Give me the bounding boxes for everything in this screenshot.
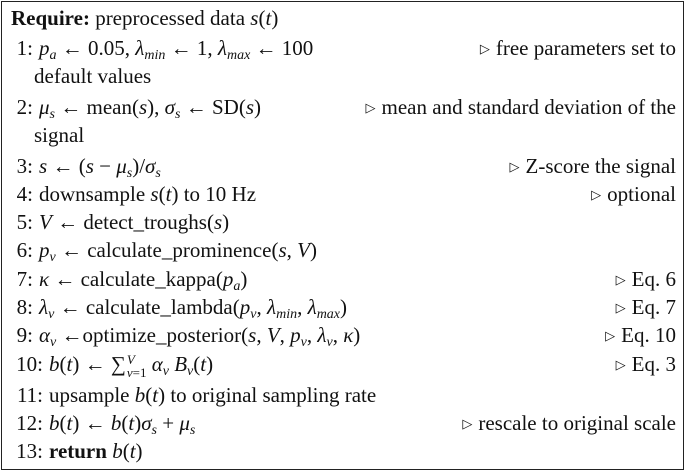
return-keyword: return — [49, 439, 107, 463]
algo-line-2: 2: $\mu_s$ ← mean(s), $\sigma_s$ ← SD(s) ▷ mean and standard deviation of the — [2, 91, 685, 124]
lambda-min-value: 1 — [196, 36, 208, 60]
algo-line-3: 3: s ← $(s - \mu_s)/\sigma_s$ ▷ Z-score the signal — [2, 150, 685, 183]
line-number: 2: — [16, 95, 33, 119]
comment-triangle-icon: ▷ — [365, 100, 376, 115]
line-number: 10: — [16, 352, 43, 376]
algo-line-4: 4: downsample s(t) to 10 Hz ▷ optional — [2, 178, 685, 211]
line-number: 7: — [16, 267, 33, 291]
line-comment: free parameters set to — [495, 36, 676, 60]
line-comment: Eq. 3 — [631, 352, 676, 376]
function-name: calculate_lambda — [85, 295, 233, 319]
line-number: 6: — [16, 238, 33, 262]
line-text-2: to original sampling rate — [170, 383, 377, 407]
algo-line-6: 6: $p_\nu$ ← calculate_prominence(s, V) — [2, 234, 685, 267]
comment-triangle-icon: ▷ — [591, 187, 602, 202]
line-number: 9: — [16, 323, 33, 347]
line-number: 13: — [16, 439, 43, 463]
line-continuation: signal — [34, 123, 85, 147]
function-name: detect_troughs — [83, 210, 207, 234]
line-number: 4: — [16, 182, 33, 206]
comment-triangle-icon: ▷ — [615, 300, 626, 315]
algo-line-1-cont — [2, 60, 685, 93]
comment-triangle-icon: ▷ — [509, 159, 520, 174]
line-text: upsample — [49, 383, 130, 407]
line-comment: Eq. 6 — [631, 267, 676, 291]
algo-line-11: 11: upsample b(t) to original sampling rate — [2, 379, 685, 412]
algo-line-12: 12: b(t) ← $b(t)\sigma_s + \mu_s$ ▷ rescale to original scale — [2, 407, 685, 440]
algo-line-5: 5: V ← detect_troughs(s) — [2, 206, 685, 239]
algo-line-9: 9: $\alpha_\nu$ ←optimize_posterior(s, V, $p_\nu$, $\lambda_\nu$, κ) ▷ Eq. 10 — [2, 319, 685, 352]
comment-triangle-icon: ▷ — [479, 41, 490, 56]
line-text-2: to 10 Hz — [183, 182, 257, 206]
line-number: 11: — [16, 383, 43, 407]
function-name: optimize_posterior — [82, 323, 242, 347]
line-text: downsample — [39, 182, 146, 206]
require-keyword: Require: — [11, 6, 90, 30]
summation-symbol: ∑ — [110, 352, 126, 376]
comment-triangle-icon: ▷ — [615, 272, 626, 287]
comment-triangle-icon: ▷ — [615, 357, 626, 372]
line-comment: optional — [607, 182, 676, 206]
comment-triangle-icon: ▷ — [462, 416, 473, 431]
line-comment: Z-score the signal — [525, 154, 676, 178]
summation-limits: V ν=1 — [126, 352, 147, 381]
line-continuation: default values — [34, 64, 152, 88]
line-number: 8: — [16, 295, 33, 319]
line-number: 5: — [16, 210, 33, 234]
line-number: 3: — [16, 154, 33, 178]
lambda-max-value: 100 — [281, 36, 314, 60]
function-name: calculate_kappa — [80, 267, 216, 291]
algo-line-13: 13: return b(t) — [2, 435, 685, 468]
algo-line-2-cont — [2, 119, 685, 152]
algo-line-10: 10: b(t) ← ∑ V ν=1 $\alpha_\nu$ $B_\nu(t)$ ▷ Eq. 3 — [2, 348, 685, 381]
algo-line-8: 8: $\lambda_\nu$ ← $calculate\_lambda(p_\nu$, $\lambda_{min}$, $\lambda_{max}$) ▷ Eq. 7 — [2, 291, 685, 324]
p-a-value: 0.05 — [88, 36, 125, 60]
require-line: Require: preprocessed data s(t) — [11, 6, 279, 30]
algorithm-box — [1, 1, 684, 470]
mean-fn: mean — [86, 95, 132, 119]
sd-fn: SD — [211, 95, 239, 119]
algo-line-1: 1: $p_a$ ← 0.05, $\lambda_{min}$ ← 1, $\lambda_{max}$ ← 100 ▷ free parameters set to — [2, 32, 685, 65]
require-text: preprocessed data — [95, 6, 246, 30]
algo-line-7: 7: κ ← $calculate\_kappa(p_a)$ ▷ Eq. 6 — [2, 263, 685, 296]
line-number: 1: — [16, 36, 33, 60]
function-name: calculate_prominence — [87, 238, 272, 262]
line-comment: Eq. 10 — [621, 323, 676, 347]
line-number: 12: — [16, 411, 43, 435]
line-comment: mean and standard deviation of the — [381, 95, 676, 119]
line-comment: rescale to original scale — [478, 411, 676, 435]
comment-triangle-icon: ▷ — [605, 328, 616, 343]
line-comment: Eq. 7 — [631, 295, 676, 319]
